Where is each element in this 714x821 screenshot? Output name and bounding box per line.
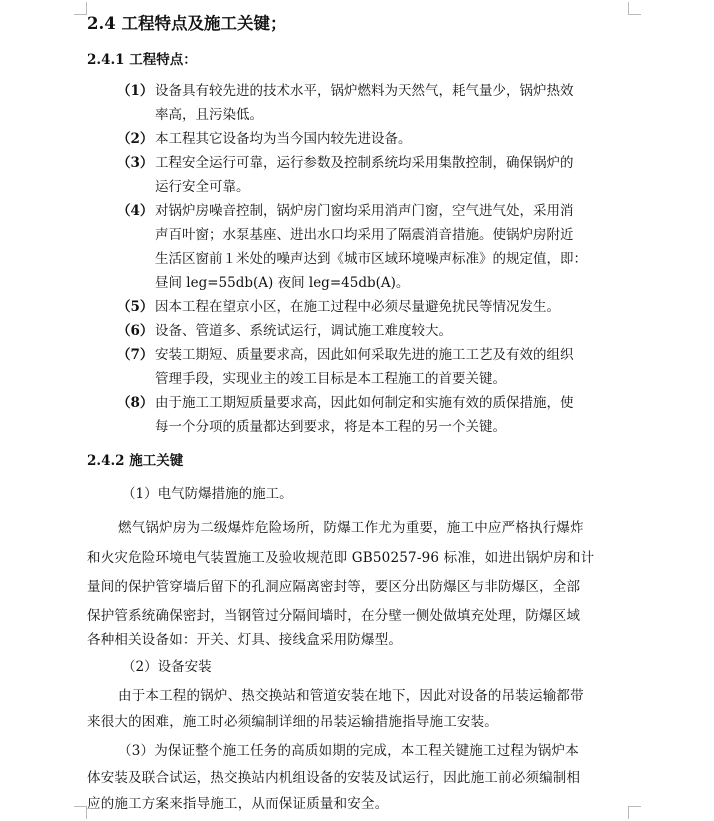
item-number: （2） bbox=[117, 131, 154, 147]
item-line: 率高，且污染低。 bbox=[155, 107, 263, 123]
item-line: 生活区窗前１米处的噪声达到《城市区域环境噪声标准》的规定值，即： bbox=[155, 251, 587, 267]
item-line: 因本工程在望京小区，在施工过程中必须尽量避免扰民等情况发生。 bbox=[155, 299, 560, 315]
body-line: 应的施工方案来指导施工，从而保证质量和安全。 bbox=[87, 796, 389, 812]
subsection-title: （1）电气防爆措施的施工。 bbox=[122, 486, 293, 502]
section-heading: 2.4 工程特点及施工关键； bbox=[87, 14, 287, 33]
item-line: 声百叶窗；水泵基座、进出水口均采用了隔震消音措施。使锅炉房附近 bbox=[155, 227, 574, 243]
item-line: 本工程其它设备均为当今国内较先进设备。 bbox=[155, 131, 412, 147]
subsection-title: （2）设备安装 bbox=[122, 659, 212, 675]
item-line: 设备、管道多、系统试运行，调试施工难度较大。 bbox=[155, 323, 452, 339]
item-line: 管理手段，实现业主的竣工目标是本工程施工的首要关键。 bbox=[155, 371, 506, 387]
item-line: 由于施工工期短质量要求高，因此如何制定和实施有效的质保措施，使 bbox=[155, 395, 574, 411]
key-heading: 2.4.2 施工关键 bbox=[87, 453, 184, 469]
item-number: （6） bbox=[117, 323, 154, 339]
item-line: 对锅炉房噪音控制，锅炉房门窗均采用消声门窗，空气进气处，采用消 bbox=[155, 203, 574, 219]
body-line: 由于本工程的锅炉、热交换站和管道安装在地下，因此对设备的吊装运输都带 bbox=[118, 688, 584, 704]
body-line: 体安装及联合试运，热交换站内机组设备的安装及试运行，因此施工前必须编制相 bbox=[87, 770, 581, 786]
item-line: 设备具有较先进的技术水平，锅炉燃料为天然气，耗气量少，锅炉热效 bbox=[155, 83, 574, 99]
page-corner-mark bbox=[628, 806, 641, 819]
item-number: （3） bbox=[117, 155, 154, 171]
features-heading: 2.4.1 工程特点： bbox=[87, 52, 197, 68]
item-number: （1） bbox=[117, 83, 154, 99]
body-line: （3）为保证整个施工任务的高质如期的完成，本工程关键施工过程为锅炉本 bbox=[118, 743, 579, 759]
body-line: 燃气锅炉房为二级爆炸危险场所，防爆工作尤为重要，施工中应严格执行爆炸 bbox=[118, 520, 584, 536]
item-line: 每一个分项的质量都达到要求，将是本工程的另一个关键。 bbox=[155, 419, 506, 435]
item-line: 昼间 leg=55db(A) 夜间 leg=45db(A)。 bbox=[155, 275, 410, 291]
body-line: 各种相关设备如：开关、灯具、接线盒采用防爆型。 bbox=[87, 632, 403, 648]
item-number: （5） bbox=[117, 299, 154, 315]
page-corner-mark bbox=[74, 2, 87, 15]
body-line: 量间的保护管穿墙后留下的孔洞应隔离密封等，要区分出防爆区与非防爆区，全部 bbox=[87, 579, 581, 595]
body-line: 保护管系统确保密封，当钢管过分隔间墙时，在分壁一侧处做填充处理，防爆区域 bbox=[87, 608, 581, 624]
item-number: （4） bbox=[117, 203, 154, 219]
item-number: （7） bbox=[117, 347, 154, 363]
item-number: （8） bbox=[117, 395, 154, 411]
page-corner-mark bbox=[74, 806, 87, 819]
item-line: 工程安全运行可靠，运行参数及控制系统均采用集散控制，确保锅炉的 bbox=[155, 155, 574, 171]
item-line: 运行安全可靠。 bbox=[155, 179, 250, 195]
body-line: 和火灾危险环境电气装置施工及验收规范即 GB50257-96 标准，如进出锅炉房和计 bbox=[87, 550, 595, 566]
page-corner-mark bbox=[628, 2, 641, 15]
item-line: 安装工期短、质量要求高，因此如何采取先进的施工工艺及有效的组织 bbox=[155, 347, 574, 363]
body-line: 来很大的困难，施工时必须编制详细的吊装运输措施指导施工安装。 bbox=[87, 714, 498, 730]
